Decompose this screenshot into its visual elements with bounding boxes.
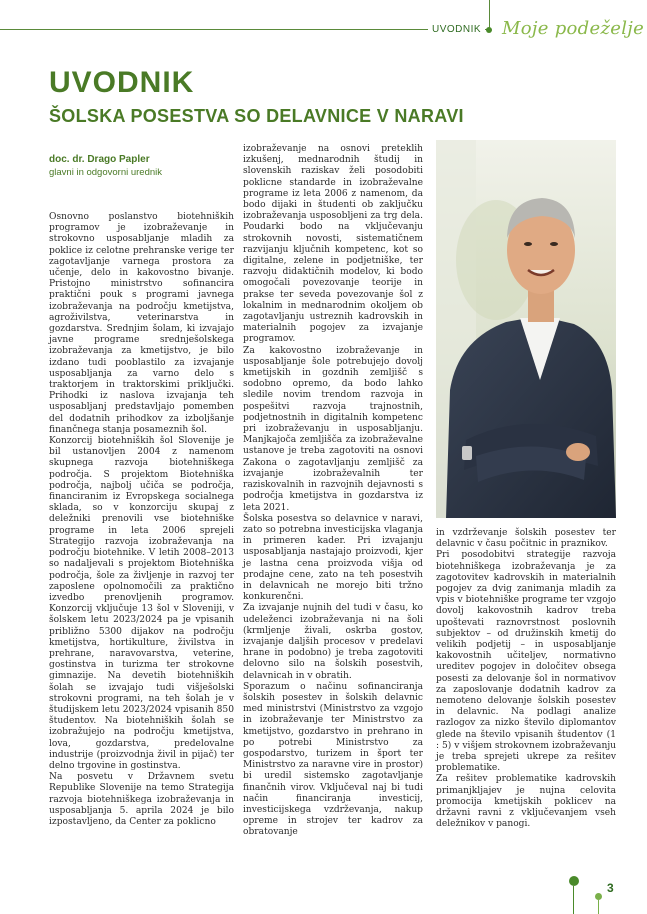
paragraph: in vzdrževanje šolskih posestev ter delavnic v času počitnic in praznikov. (436, 528, 616, 550)
portrait-illustration (436, 140, 616, 518)
paragraph: Pri posodobitvi strategije razvoja biotehniškega izobraževanja je za zagotovitev kadrovskih in materialnih pogojev za dvig zanimanja mladih za vpis v biotehniške programe ter vzgojo dovolj kakovostnih kadrov treba upoštevati raznovrstnost poslovnih subjektov – od družinskih kmetij do velikih podjetij – in usposabljanje kakovostnih učiteljev, normativno ureditev pogojev in določitev obsega posesti za delovanje šol in normativov za zaposlovanje dodatnih kadrov za nemoteno delovanje šolskih posestev in delavnic. Na podlagi analize razlogov za nizko število diplomantov glede na število vpisanih študentov (1 : 5) v višjem strokovnem izobraževanju je treba sprejeti ukrepe za rešitev problematike. (436, 550, 616, 774)
paragraph: Na posvetu v Državnem svetu Republike Slovenije na temo Strategija razvoja biotehniškega izobraževanja in usposabljanja 5. aprila 2024 je bilo izpostavljeno, da Center za poklicno (49, 772, 234, 827)
author-role: glavni in odgovorni urednik (49, 167, 163, 178)
section-label: UVODNIK (428, 24, 485, 35)
paragraph: Šolska posestva so delavnice v naravi, zato so potrebna investicijska vlaganja in primeren kader. Pri izvajanju usposabljanja nastajajo proizvodi, kjer je lastna cena proizvoda višja od prodajne cene, zato na teh posestvih in delavnicah ne morejo biti tržno konkurenčni. (243, 513, 423, 603)
author-name: doc. dr. Drago Papler (49, 154, 150, 165)
article-subtitle: ŠOLSKA POSESTVA SO DELAVNICE V NARAVI (49, 106, 464, 126)
page-title: UVODNIK (49, 66, 195, 99)
text-column-3 (436, 528, 616, 830)
text-column-1 (49, 212, 234, 828)
paragraph: Sporazum o načinu sofinanciranja šolskih posestev in šolskih delavnic med ministrstvi (Ministrstvo za vzgojo in izobraževanje ter Ministrstvo za kmetijstvo, gozdarstvo in prehrano in po potrebi Ministrstvo za gospodarstvo, turizem in šport ter Ministrstvo za naravne vire in prostor) bi uredil sistemsko zagotavljanje finančnih virov. Vključeval naj bi tudi način financiranja investicij, investicijskega vzdrževanja, nakup opreme in strojev ter kadrov za obratovanje (243, 681, 423, 838)
header-dot (486, 27, 492, 33)
text-column-2 (243, 144, 423, 839)
decorative-dot (595, 893, 602, 900)
paragraph: Osnovno poslanstvo biotehniških programov je izobraževanje in strokovno usposabljanje mladih za poklice iz celotne prehranske verige ter zagotavljanje varnega prostora za učenje, delo in kakovostno bivanje. Pristojno ministrstvo sofinancira praktični pouk s programi javnega izobraževanja na področju kmetijstva, agroživilstva, veterinarstva in gozdarstva. Srednjim šolam, ki izvajajo javne programe srednješolskega izobraževanja za kmetijstvo, je bilo izdano tudi pooblastilo za izvajanje usposabljanja za varno delo s traktorjem in traktorskimi priključki. Prihodki iz naslova izvajanja teh usposabljanj predstavljajo pomemben del dodatnih prihodkov za izboljšanje finančnega stanja posameznih šol. (49, 212, 234, 435)
author-block (49, 154, 239, 178)
magazine-brand: Moje podeželje (502, 18, 645, 39)
paragraph: Konzorcij biotehniških šol Slovenije je bil ustanovljen 2004 z namenom skupnega razvoja biotehniškega področja. S projektom Biotehniška področja, najbolj učiča se področja, financiranim iz Evropskega socialnega sklada, so v konzorciju skupaj z deležniki prenovili vse biotehniške programe in leta 2006 sprejeli Strategijo razvoja izobraževanja na področju biotehnike. V letih 2008–2013 so nadaljevali s projektom Biotehniška področja, šole za življenje in razvoj ter zaposlene opolnomočili za praktično izvedbo prenovljenih programov. Konzorcij vključuje 13 šol v Sloveniji, v šolskem letu 2023/2024 pa je vpisanih približno 5300 dijakov na področju kmetijstva, hortikulture, živilstva in prehrane, naravovarstva, veterine, gostinstva in turizma ter strokovne gimnazije. Na devetih biotehniških šolah se izvajajo tudi višješolski strokovni programi, na teh šolah je v študijskem letu 2023/2024 vpisanih 850 študentov. Na biotehniških šolah se izobražujejo na področju kmetijstva, lova, gozdarstva, predelovalne industrije (proizvodnja živil in pijač) ter delno trgovine in gostinstva. (49, 436, 234, 771)
header-rule (0, 29, 488, 30)
decorative-dot (569, 876, 579, 886)
paragraph: izobraževanje na osnovi preteklih izkušenj, mednarodnih študij in slovenskih raziskav želi posodobiti poklicne standarde in izobraževalne programe iz leta 2006 z namenom, da bodo dijaki in študenti ob zaključku izobraževanja usposobljeni za trg dela. Poudarki bodo na vključevanju strokovnih novosti, sistematičnem razvijanju ključnih kompetenc, kot so digitalne, zelene in podjetniške, ter razvoju didaktičnih modelov, ki bodo omogočali povezovanje teorije in prakse ter seveda povezovanje šol z lokalnim in mednarodnim okoljem ob zagotavljanju ustreznih kadrovskih in materialnih pogojev za izvajanje programov. (243, 144, 423, 345)
header-divider (489, 0, 490, 30)
paragraph: Za rešitev problematike kadrovskih primanjkljajev je nujna celovita promocija kmetijskih poklicev na državni ravni z vključevanjem vseh deležnikov v panogi. (436, 774, 616, 830)
paragraph: Za izvajanje nujnih del tudi v času, ko udeleženci izobraževanja ni na šoli (krmljenje živali, oskrba gostov, izvajanje daljših procesov v predelavi hrane in podobno) je treba zagotoviti delovno silo na šolskih posestvih, delavnicah in v obratih. (243, 603, 423, 681)
page-number: 3 (607, 881, 614, 895)
author-portrait-photo (436, 140, 616, 518)
paragraph: Za kakovostno izobraževanje in usposabljanje šole potrebujejo dovolj kmetijskih in gozdnih zemljišč s sodobno opremo, da bodo lahko sledile novim trendom razvoja in pospešitvi razvoja trajnostnih, podjetnostnih in digitalnih kompetenc pri izobraževanju in usposabljanju. Manjkajoča zemljišča za izobraževalne ustanove je treba zagotoviti na osnovi Zakona o zagotavljanju zemljišč za izvajanje izobraževalnih ter raziskovalnih in razvojnih dejavnosti s področja kmetijstva in gozdarstva iz leta 2021. (243, 345, 423, 513)
decorative-stem (598, 900, 599, 914)
decorative-stem (573, 886, 574, 914)
